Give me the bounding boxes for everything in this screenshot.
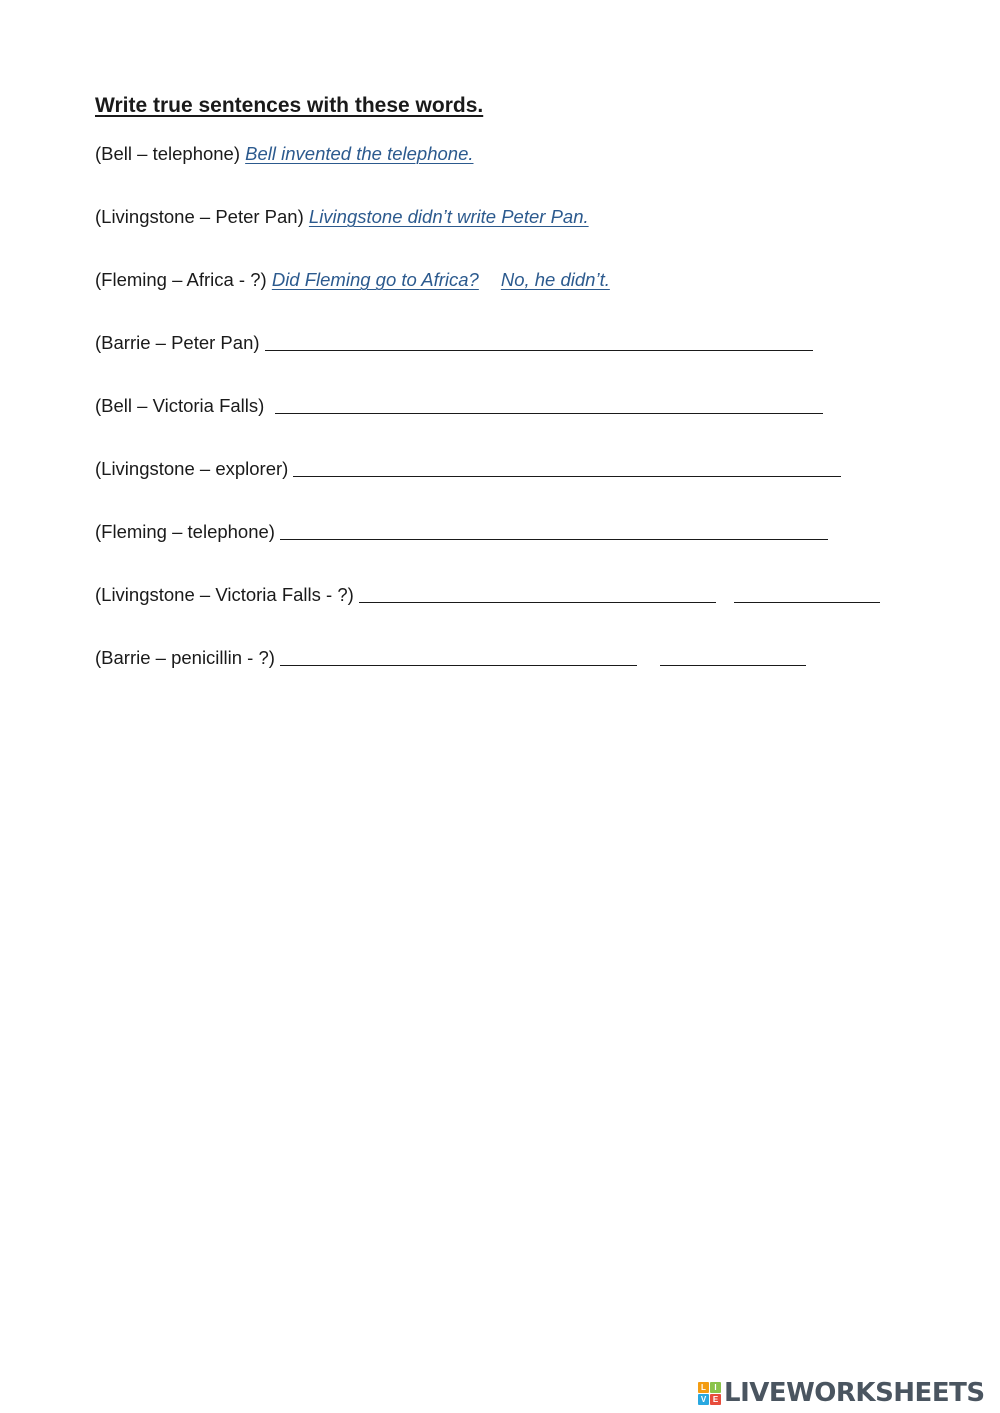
prompt: (Fleming – Africa - ?) <box>95 269 267 290</box>
logo-squares-icon <box>698 1382 721 1405</box>
prompt: (Bell – Victoria Falls) <box>95 395 265 416</box>
exercise-row-7 <box>95 520 828 544</box>
answer-blank-line[interactable] <box>293 476 841 477</box>
answer-blank-line[interactable] <box>280 539 828 540</box>
logo-square-i: I <box>710 1382 721 1393</box>
exercise-row-8 <box>95 583 880 607</box>
prompt: (Livingstone – Victoria Falls - ?) <box>95 584 354 605</box>
answer-text: Bell invented the telephone. <box>245 143 474 164</box>
answer-question-blank-line[interactable] <box>280 665 637 666</box>
answer-blank-line[interactable] <box>265 350 813 351</box>
exercise-row-5 <box>95 394 823 418</box>
logo-square-v: V <box>698 1394 709 1405</box>
exercise-row-6 <box>95 457 841 481</box>
prompt: (Bell – telephone) <box>95 143 241 164</box>
exercise-row-3 <box>95 268 610 292</box>
prompt: (Livingstone – explorer) <box>95 458 289 479</box>
worksheet-title: Write true sentences with these words. <box>95 94 484 117</box>
liveworksheets-logo <box>698 1376 985 1410</box>
answer-short-text: No, he didn’t. <box>500 269 610 290</box>
exercise-row-4 <box>95 331 813 355</box>
prompt: (Fleming – telephone) <box>95 521 275 542</box>
answer-short-blank-line[interactable] <box>734 602 880 603</box>
answer-blank-line[interactable] <box>275 413 823 414</box>
logo-square-l: L <box>698 1382 709 1393</box>
logo-square-e: E <box>710 1394 721 1405</box>
exercise-row-2 <box>95 205 589 229</box>
logo-text: LIVEWORKSHEETS <box>724 1378 985 1408</box>
answer-short-blank-line[interactable] <box>660 665 806 666</box>
answer-question-text: Did Fleming go to Africa? <box>271 269 479 290</box>
exercise-row-1 <box>95 142 474 166</box>
prompt: (Barrie – Peter Pan) <box>95 332 260 353</box>
answer-text: Livingstone didn’t write Peter Pan. <box>308 206 589 227</box>
exercise-row-9 <box>95 646 806 670</box>
prompt: (Barrie – penicillin - ?) <box>95 647 275 668</box>
answer-question-blank-line[interactable] <box>359 602 716 603</box>
prompt: (Livingstone – Peter Pan) <box>95 206 304 227</box>
